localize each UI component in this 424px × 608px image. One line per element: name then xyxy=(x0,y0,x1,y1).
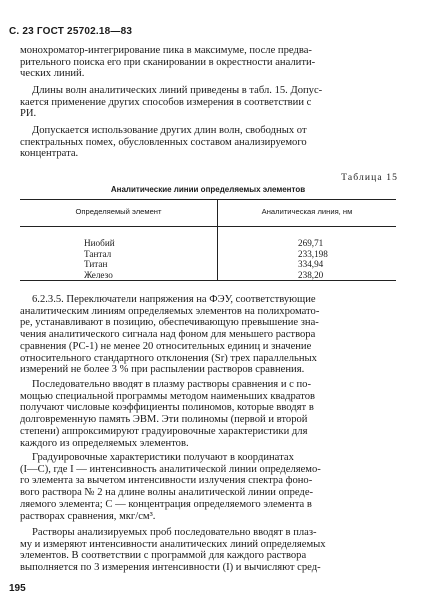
text-line: степени) аппроксимируют градуировочные характеристики для xyxy=(20,425,308,437)
table-cell: Железо xyxy=(84,269,113,280)
text-line: Последовательно вводят в плазму растворы сравнения и с по- xyxy=(32,379,311,390)
text-line: выполняется по 3 измерения интенсивности (I) и вычисляют сред- xyxy=(20,562,321,574)
text-line: Допускается использование других длин волн, свободных от xyxy=(32,125,307,136)
element-column xyxy=(84,238,115,280)
paragraph-1 xyxy=(20,45,396,80)
text-line: сравнения (РС-1) не менее 20 относительных единиц и значение xyxy=(20,340,312,352)
table-title: Аналитические линии определяемых элементов xyxy=(110,185,306,194)
text-line: Длины волн аналитических линий приведены в табл. 15. Допус- xyxy=(32,85,323,96)
paragraph-4 xyxy=(20,294,396,376)
text-line: (I—C), где I — интенсивность аналитической линии определяемо- xyxy=(20,463,321,475)
text-line: измерений не более 3 % при распылении растворов сравнения. xyxy=(20,364,305,376)
text-line: спектральных помех, обусловленных составом анализируемого xyxy=(20,136,307,148)
table-cell: 238,20 xyxy=(298,269,324,280)
paragraph-3 xyxy=(20,125,396,160)
text-line: получают числовые коэффициенты полиномов, которые вводят в xyxy=(20,402,314,414)
text-line: ляемого элемента; C — концентрация определяемого элемента в xyxy=(20,498,312,510)
text-line: относительного стандартного отклонения (Sr) трех параллельных xyxy=(20,352,317,364)
text-line: чения аналитического сигнала над фоном для меньшего раствора xyxy=(20,329,316,341)
column-header-element: Определяемый элемент xyxy=(75,207,162,216)
table-cell: 233,198 xyxy=(298,248,328,259)
text-line: каждого из определяемых элементов. xyxy=(20,437,189,449)
table-cell: Тантал xyxy=(84,248,112,259)
table-cell: 334,94 xyxy=(298,259,324,270)
text-line: Растворы анализируемых проб последовательно вводят в плаз- xyxy=(32,527,317,538)
text-line: РИ. xyxy=(20,108,37,120)
text-line: му и измеряют интенсивности аналитических линий определяемых xyxy=(20,538,326,550)
text-line: элементов. В соответствии с программой для каждого раствора xyxy=(20,550,307,562)
text-line: концентрата. xyxy=(20,148,79,160)
page-number: 195 xyxy=(9,583,26,594)
text-line: рительного поиска его при сканировании в окрестности аналити- xyxy=(20,56,316,68)
text-line: монохроматор-интегрирование пика в максимуме, после предва- xyxy=(20,45,312,56)
text-line: долговременную память ЭВМ. Эти полиномы (первой и второй xyxy=(20,414,308,426)
column-header-wavelength: Аналитическая линия, нм xyxy=(261,207,353,216)
table-cell: Ниобий xyxy=(84,238,115,248)
text-line: ческих линий. xyxy=(20,68,85,80)
table-label: Таблица 15 xyxy=(341,172,398,183)
paragraph-2 xyxy=(20,85,396,120)
text-line: го элемента за вычетом интенсивности излучения спектра фоно- xyxy=(20,475,313,487)
page-header: С. 23 ГОСТ 25702.18—83 xyxy=(9,26,133,37)
text-line: кается применение других способов измерения в соответствии с xyxy=(20,96,312,108)
text-line: вого раствора № 2 на длине волны аналитической линии опреде- xyxy=(20,487,314,499)
text-line: растворах сравнения, мкг/см³. xyxy=(20,510,156,522)
text-line: аналитическим линиям определяемых элементов на полихромато- xyxy=(20,305,320,317)
paragraph-7 xyxy=(20,527,396,574)
paragraph-5 xyxy=(20,379,396,449)
wavelength-column xyxy=(298,238,328,280)
text-line: мощью специальной программы методом наименьших квадратов xyxy=(20,390,316,402)
data-table xyxy=(20,199,396,281)
paragraph-6 xyxy=(20,452,396,522)
text-line: ре, устанавливают в позицию, обеспечивающую превышение зна- xyxy=(20,317,319,329)
header-divider xyxy=(20,226,396,227)
table-cell: 269,71 xyxy=(298,238,324,248)
table-cell: Титан xyxy=(84,259,108,270)
text-line: 6.2.3.5. Переключатели напряжения на ФЭУ, соответствующие xyxy=(32,294,316,305)
text-line: Градуировочные характеристики получают в координатах xyxy=(32,452,294,463)
